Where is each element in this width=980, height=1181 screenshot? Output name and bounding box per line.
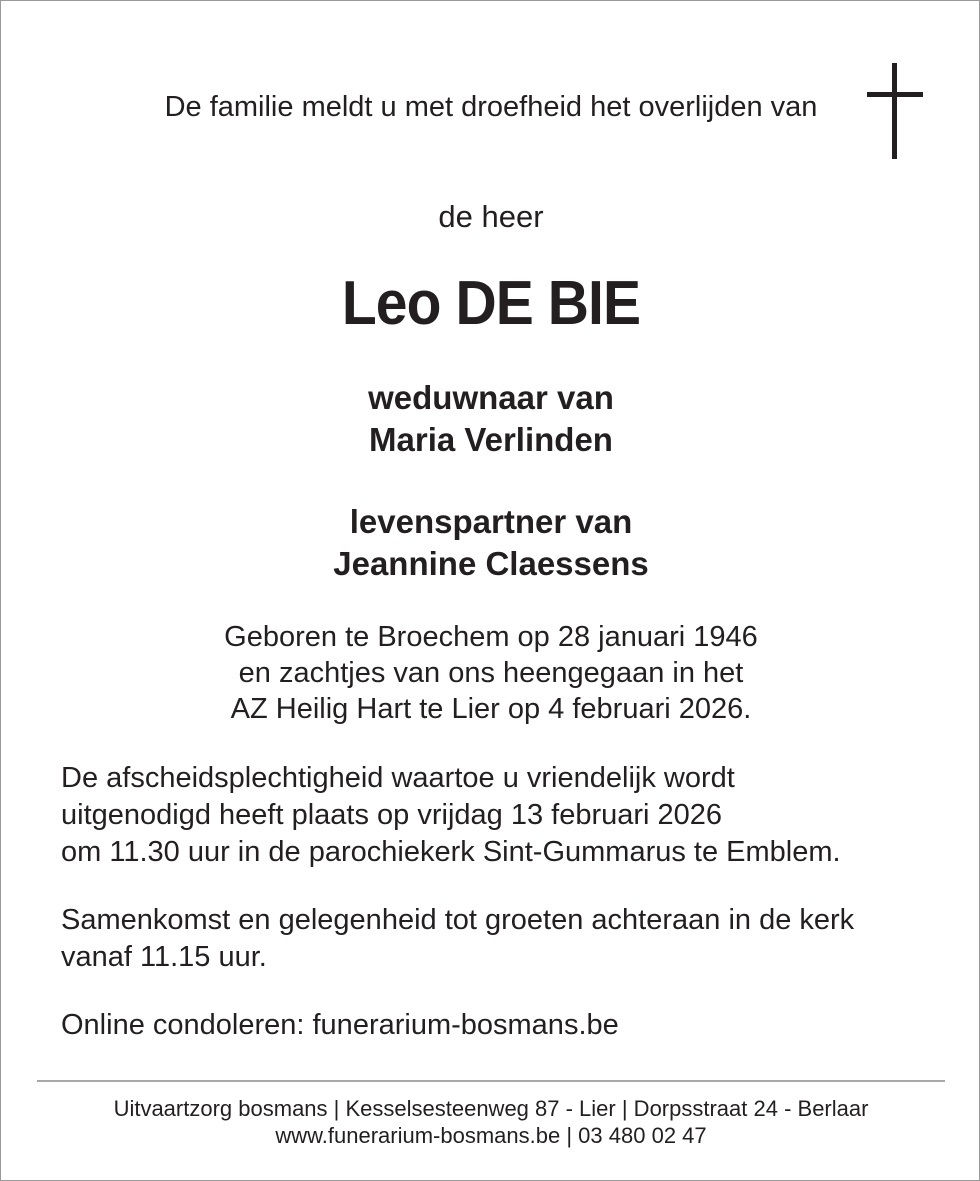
ceremony-line: om 11.30 uur in de parochiekerk Sint-Gummarus te Emblem. bbox=[61, 836, 841, 868]
online-condolence bbox=[61, 1007, 941, 1044]
footer bbox=[1, 1095, 980, 1149]
relation-name: Jeannine Claessens bbox=[333, 545, 649, 582]
ceremony-line: uitgenodigd heeft plaats op vrijdag 13 februari 2026 bbox=[61, 799, 723, 831]
footer-address: Uitvaartzorg bosmans | Kesselsesteenweg 87 - Lier | Dorpsstraat 24 - Berlaar bbox=[113, 1096, 869, 1121]
cross-icon bbox=[867, 63, 923, 159]
birth-line: Geboren te Broechem op 28 januari 1946 bbox=[224, 621, 758, 653]
footer-divider bbox=[37, 1080, 945, 1082]
relation-label: weduwnaar van bbox=[368, 379, 614, 416]
intro-line: De familie meldt u met droefheid het overlijden van bbox=[164, 91, 818, 123]
deceased-name: Leo DE BIE bbox=[341, 269, 641, 338]
birth-line: AZ Heilig Hart te Lier op 4 februari 2026. bbox=[230, 693, 752, 725]
birth-line: en zachtjes van ons heengegaan in het bbox=[238, 657, 744, 689]
relation-partner bbox=[1, 501, 980, 585]
relation-name: Maria Verlinden bbox=[369, 421, 613, 458]
ceremony-line: De afscheidsplechtigheid waartoe u vriendelijk wordt bbox=[61, 762, 735, 794]
gathering-info bbox=[61, 902, 941, 976]
gathering-line: vanaf 11.15 uur. bbox=[61, 941, 267, 973]
gathering-line: Samenkomst en gelegenheid tot groeten achteraan in de kerk bbox=[61, 904, 855, 936]
intro-text bbox=[1, 87, 980, 127]
honorific: de heer bbox=[438, 199, 544, 234]
footer-contact: www.funerarium-bosmans.be | 03 480 02 47 bbox=[275, 1123, 707, 1148]
relation-label: levenspartner van bbox=[349, 503, 633, 540]
relation-spouse bbox=[1, 377, 980, 461]
online-condolence-text: Online condoleren: funerarium-bosmans.be bbox=[61, 1009, 619, 1041]
birth-death-info bbox=[1, 619, 980, 727]
ceremony-info bbox=[61, 760, 941, 871]
